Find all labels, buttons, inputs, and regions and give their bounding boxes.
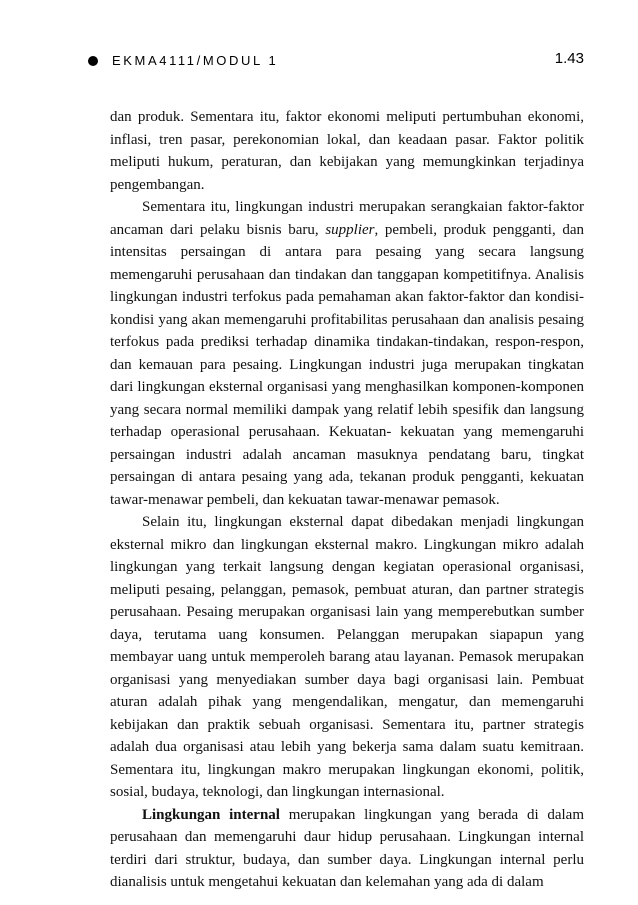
supplier-term: supplier [325, 221, 375, 238]
running-header [88, 50, 584, 74]
paragraph-3: Selain itu, lingkungan eksternal dapat dibedakan menjadi lingkungan eksternal mikro dan lingkungan eksternal makro. Lingkungan mikro adalah lingkungan yang terkait langsung dengan kegiatan operasional organisasi, meliputi pesaing, pelanggan, pemasok, pembuat aturan, dan partner strategis perusahaan. Pesaing merupakan organisasi lain yang memperebutkan sumber daya, terutama uang konsumen. Pelanggan merupakan siapapun yang membayar uang untuk memperoleh barang atau layanan. Pemasok merupakan organisasi yang menyediakan sumber daya bagi organisasi lain. Pembuat aturan adalah pihak yang mengendalikan, mengatur, dan memengaruhi kebijakan dan praktik sebuah organisasi. Sementara itu, partner strategis adalah dua organisasi atau lebih yang bekerja sama dalam suatu kemitraan. Sementara itu, lingkungan makro merupakan lingkungan ekonomi, politik, sosial, budaya, teknologi, dan lingkungan internasional. [110, 514, 584, 800]
paragraph-1: dan produk. Sementara itu, faktor ekonomi meliputi pertumbuhan ekonomi, inflasi, tren pasar, perekonomian lokal, dan keadaan pasar. Faktor politik meliputi hukum, peraturan, dan kebijakan yang memungkinkan terjadinya pengembangan. [110, 109, 584, 193]
body-text [110, 106, 584, 894]
paragraph-4-rest: merupakan lingkungan yang berada di dalam perusahaan dan memengaruhi daur hidup perusahaan. Lingkungan internal terdiri dari struktur, budaya, dan sumber daya. Lingkungan internal perlu dianalisis untuk mengetahui kekuatan dan kelemahan yang ada di dalam [110, 806, 585, 890]
paragraph-2-part-b: , pembeli, produk pengganti, dan intensitas persaingan di antara para pesaing yang secara langsung memengaruhi perusahaan dan tindakan dan tanggapan kompetitifnya. Analisis lingkungan industri terfokus pada pemahaman akan faktor-faktor dan kondisi-kondisi yang akan memengaruhi profitabilitas perusahaan dan analisis pesaing terfokus pada prediksi terhadap dinamika tindakan-tindakan, respon-respon, dan kemauan para pesaing. Lingkungan industri juga merupakan tingkatan dari lingkungan eksternal organisasi yang menghasilkan komponen-komponen yang secara normal memiliki dampak yang relatif lebih spesifik dan langsung terhadap operasional perusahaan. Kekuatan- kekuatan yang memengaruhi persaingan industri adalah ancaman masuknya pendatang baru, tingkat persaingan di antara pesaing yang ada, tekanan produk pengganti, kekuatan tawar-menawar pembeli, dan kekuatan tawar-menawar pemasok. [110, 221, 585, 508]
module-label: EKMA4111/MODUL 1 [112, 53, 279, 68]
paragraph-2-part-a: Sementara itu, lingkungan industri merupakan serangkaian faktor-faktor ancaman dari pelaku bisnis baru, [110, 199, 584, 238]
paragraph-4 [110, 804, 584, 894]
page-number: 1.43 [554, 50, 584, 67]
bullet-icon [88, 56, 98, 66]
internal-environment-term: Lingkungan internal [142, 806, 280, 823]
paragraph-2 [110, 196, 584, 511]
